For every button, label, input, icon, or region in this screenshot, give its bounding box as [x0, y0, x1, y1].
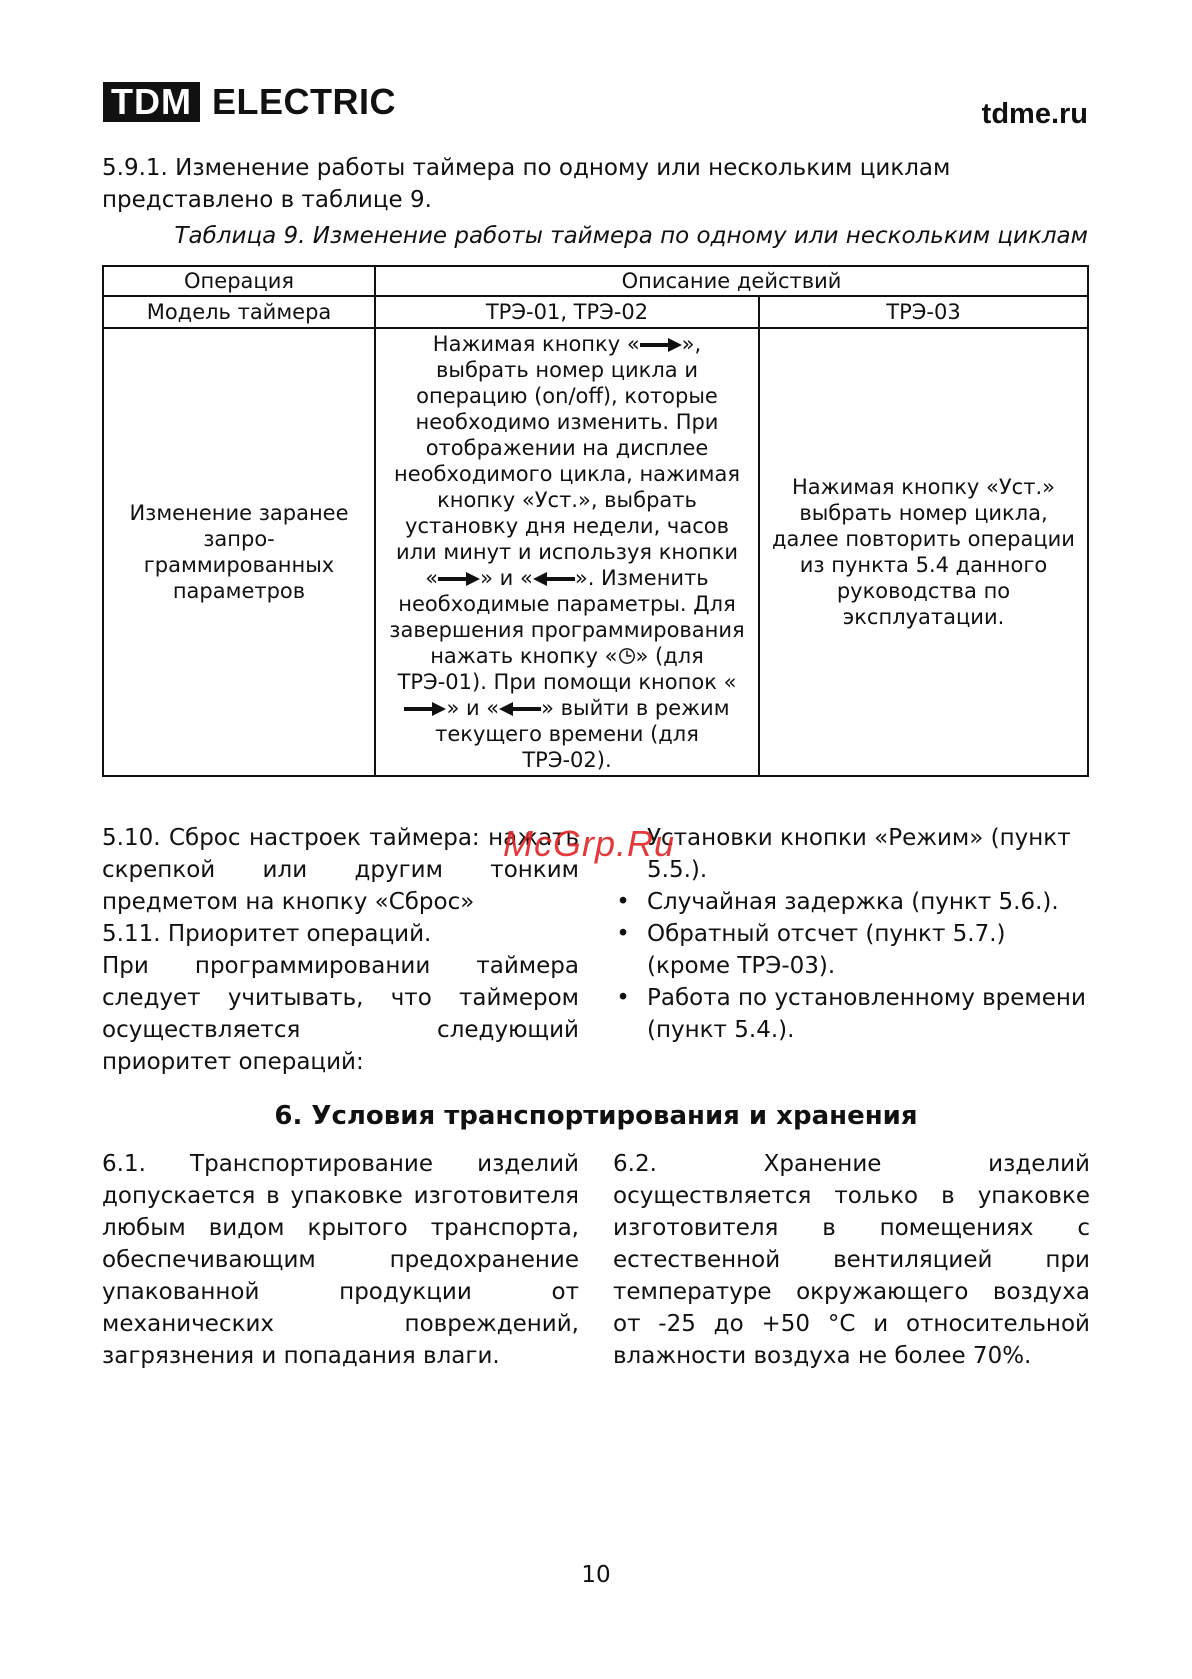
timer-table: [102, 265, 1089, 777]
header-operation: Операция: [103, 266, 375, 296]
bullet-first-text: Установки кнопки «Режим» (пункт 5.5.).: [647, 825, 1071, 883]
cell-tre03: Нажимая кнопку «Уст.» выбрать номер цикла, далее повторить операции из пункта 5.4 данного руководства по эксплуатации.: [759, 328, 1088, 776]
clock-icon: [618, 647, 636, 665]
text-a2: », выбрать номер цикла и операцию (on/off), которые необходимо изменить. При отображении на дисплее необходимого цикла, нажимая кнопку «Уст.», выбрать установку дня недели, часов или минут и используя кнопки «: [394, 332, 740, 590]
watermark: McGrp.Ru: [503, 823, 676, 864]
list-item: [613, 886, 1090, 918]
row-operation: Изменение заранее запро-граммированных параметров: [103, 328, 375, 776]
bullet-dot: •: [616, 889, 630, 915]
arrow-right-icon: [404, 705, 446, 713]
priority-heading: 5.11. Приоритет операций.: [102, 921, 432, 947]
reset-paragraph: 5.10. Сброс настроек таймера: нажать скрепкой или другим тонким предметом на кнопку «Сброс»: [102, 825, 579, 915]
cell-tre01-02: [375, 328, 759, 776]
logo-text: ELECTRIC: [211, 81, 396, 122]
section-6-title: 6. Условия транспортирования и хранения: [274, 1101, 918, 1131]
header-model: Модель таймера: [103, 296, 375, 328]
arrow-left-icon: [499, 705, 541, 713]
site-url: tdme.ru: [981, 98, 1088, 130]
brand-logo: [103, 82, 396, 122]
text-a4: ». Изменить необходимые параметры. Для завершения программирования нажать кнопку «: [389, 566, 745, 668]
list-item: [613, 822, 1090, 886]
arrow-left-icon: [533, 575, 575, 583]
arrow-right-icon: [640, 341, 682, 349]
page-number: 10: [581, 1562, 611, 1588]
bullet-text: Обратный отсчет (пункт 5.7.) (кроме ТРЭ-03).: [647, 921, 1006, 979]
bullet-dot: •: [616, 921, 630, 947]
text-a7: » выйти в режим текущего времени (для ТРЭ-02).: [435, 696, 730, 772]
bullet-dot: •: [616, 985, 630, 1011]
logo-box: TDM: [103, 82, 200, 122]
text-a1: Нажимая кнопку «: [432, 332, 640, 356]
bullet-text: Случайная задержка (пункт 5.6.).: [647, 889, 1059, 915]
paragraph-6-2: 6.2. Хранение изделий осуществляется только в упаковке изготовителя в помещениях с естественной вентиляцией при температуре окружающего воздуха от -25 до +50 °С и относительной влажности воздуха не более 70%.: [613, 1151, 1090, 1369]
priority-paragraph: При программировании таймера следует учитывать, что таймером осуществляется следующий приоритет операций:: [102, 953, 579, 1075]
header-description: Описание действий: [375, 266, 1088, 296]
table-caption: Таблица 9. Изменение работы таймера по одному или нескольким циклам: [174, 223, 1088, 249]
intro-paragraph: 5.9.1. Изменение работы таймера по одному или нескольким циклам представлено в таблице 9.: [102, 155, 951, 213]
text-a5: » (для ТРЭ-01). При помощи кнопок «: [397, 644, 737, 694]
list-item: [613, 982, 1090, 1046]
paragraph-6-1: 6.1. Транспортирование изделий допускается в упаковке изготовителя любым видом крытого транспорта, обеспечивающим предохранение упакованной продукции от механических повреждений, загрязнения и попадания влаги.: [102, 1151, 579, 1369]
list-item: [613, 918, 1090, 982]
text-a6: » и «: [446, 696, 500, 720]
bullet-text: Работа по установленному времени (пункт 5.4.).: [647, 985, 1086, 1043]
arrow-right-icon: [438, 575, 480, 583]
priority-list: [613, 822, 1090, 1046]
header-model-tre03: ТРЭ-03: [759, 296, 1088, 328]
text-a3: » и «: [480, 566, 533, 590]
header-model-tre01-02: ТРЭ-01, ТРЭ-02: [375, 296, 759, 328]
